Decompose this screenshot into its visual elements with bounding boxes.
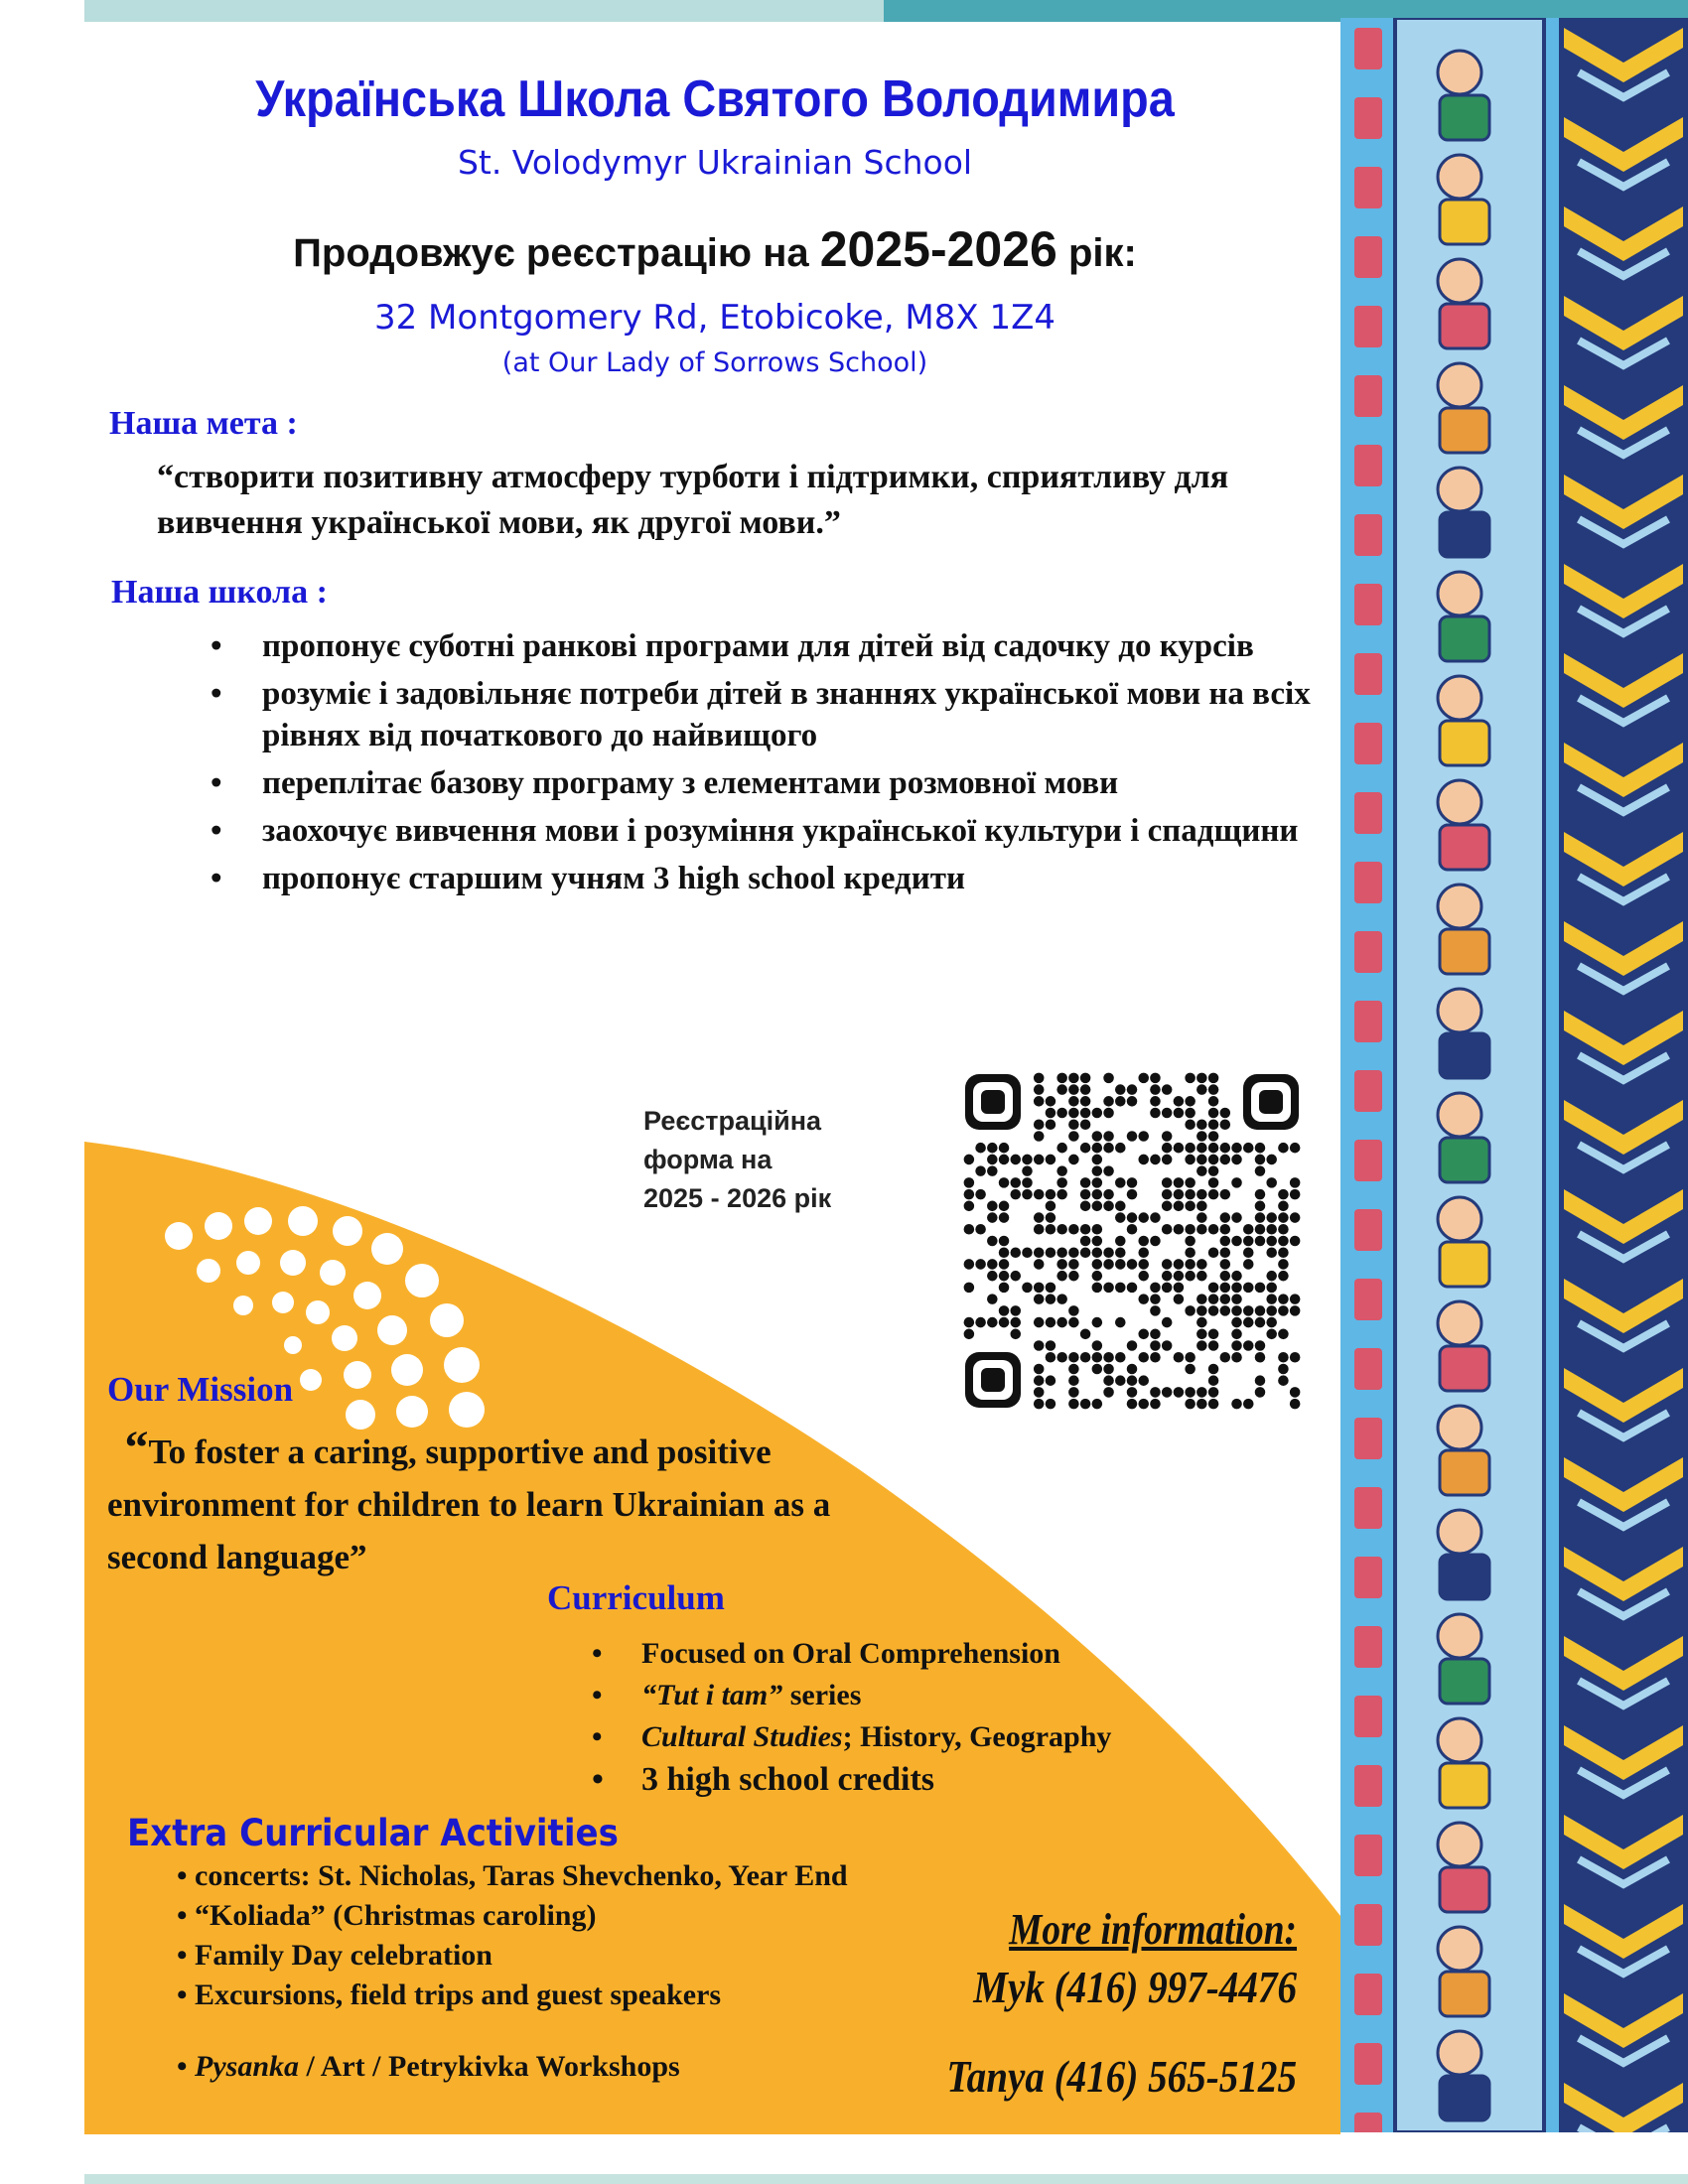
- bullet-icon: •: [592, 1720, 603, 1753]
- list-item: • заохочує вивчення мови і розуміння української культури і спадщини: [211, 810, 1333, 852]
- goal-text: “створити позитивну атмосферу турботи і підтримки, сприятливу для вивчення української мови, як другої мови.”: [157, 459, 1229, 541]
- open-quote: “: [124, 1422, 149, 1474]
- list-item: • пропонує старшим учням 3 high school кредити: [211, 858, 1333, 899]
- bottom-decor-bar: [84, 2174, 1688, 2184]
- bullet-icon: •: [592, 1761, 604, 1798]
- school-heading: Наша школа :: [111, 574, 328, 611]
- bullet-icon: •: [592, 1679, 603, 1711]
- decorative-children-border: [1340, 18, 1688, 2132]
- workshops-item: • Pysanka / Art / Petrykivka Workshops: [177, 2050, 680, 2083]
- address-note: (at Our Lady of Sorrows School): [501, 347, 928, 378]
- bullet-icon: •: [211, 765, 222, 801]
- bullet-icon: •: [177, 1859, 196, 1892]
- registration-suffix: рік:: [1056, 231, 1137, 275]
- bullet-icon: •: [177, 1939, 196, 1972]
- school-title-ukrainian: Українська Школа Святого Володимира: [255, 70, 1175, 128]
- list-item: • Excursions, field trips and guest speakers: [177, 1979, 722, 2011]
- list-item: • розуміє і задовільняє потреби дітей в знаннях української мови на всіх рівнях від початкового до найвищого: [211, 673, 1333, 756]
- bullet-icon: •: [211, 861, 222, 896]
- bullet-icon: •: [177, 1979, 196, 2011]
- bullet-icon: •: [592, 1637, 603, 1670]
- list-item: • Focused on Oral Comprehension: [592, 1633, 1287, 1675]
- registration-qr-code-icon[interactable]: [963, 1072, 1301, 1410]
- registration-form-label: Реєстраційна форма на 2025 - 2026 рік: [643, 1106, 832, 1213]
- bullet-icon: •: [177, 2050, 196, 2083]
- bullet-icon: •: [211, 676, 222, 712]
- list-item: • пропонує суботні ранкові програми для дітей від садочку до курсів: [211, 625, 1333, 667]
- list-item: • Cultural Studies; History, Geography: [592, 1716, 1287, 1758]
- school-feature-list: [211, 625, 1333, 905]
- registration-heading: [84, 220, 1345, 278]
- list-item: • переплітає базову програму з елементами розмовної мови: [211, 762, 1333, 804]
- registration-prefix: Продовжує реєстрацію на: [293, 231, 820, 275]
- bullet-icon: •: [211, 628, 222, 664]
- mission-text: “To foster a caring, supportive and positive environment for children to learn Ukrainian as a second language”: [107, 1422, 831, 1576]
- goal-heading: Наша мета :: [109, 405, 298, 442]
- list-item: • Family Day celebration: [177, 1939, 492, 1972]
- list-item: • concerts: St. Nicholas, Taras Shevchenko, Year End: [177, 1859, 848, 1892]
- top-decor-bar-light: [84, 0, 884, 22]
- curriculum-list: [592, 1633, 1287, 1802]
- bullet-icon: •: [177, 1899, 196, 1932]
- contact-phone-tanya[interactable]: Tanya (416) 565-5125: [946, 2051, 1297, 2102]
- list-item: • “Tut i tam” series: [592, 1675, 1287, 1716]
- extra-activities-heading: Extra Curricular Activities: [127, 1812, 619, 1854]
- more-information-heading: More information:: [1009, 1905, 1297, 1954]
- registration-year: 2025-2026: [819, 221, 1057, 277]
- curriculum-heading: Curriculum: [547, 1578, 725, 1617]
- bullet-icon: •: [211, 813, 222, 849]
- extra-activities-list: [177, 1856, 971, 2015]
- contact-phone-myk[interactable]: Myk (416) 997-4476: [973, 1962, 1297, 2012]
- list-item: • 3 high school credits: [592, 1758, 1287, 1802]
- mission-heading: Our Mission: [107, 1370, 294, 1409]
- list-item: • “Koliada” (Christmas caroling): [177, 1899, 597, 1932]
- school-address: 32 Montgomery Rd, Etobicoke, M8X 1Z4: [373, 298, 1055, 338]
- school-title-english: St. Volodymyr Ukrainian School: [457, 143, 973, 182]
